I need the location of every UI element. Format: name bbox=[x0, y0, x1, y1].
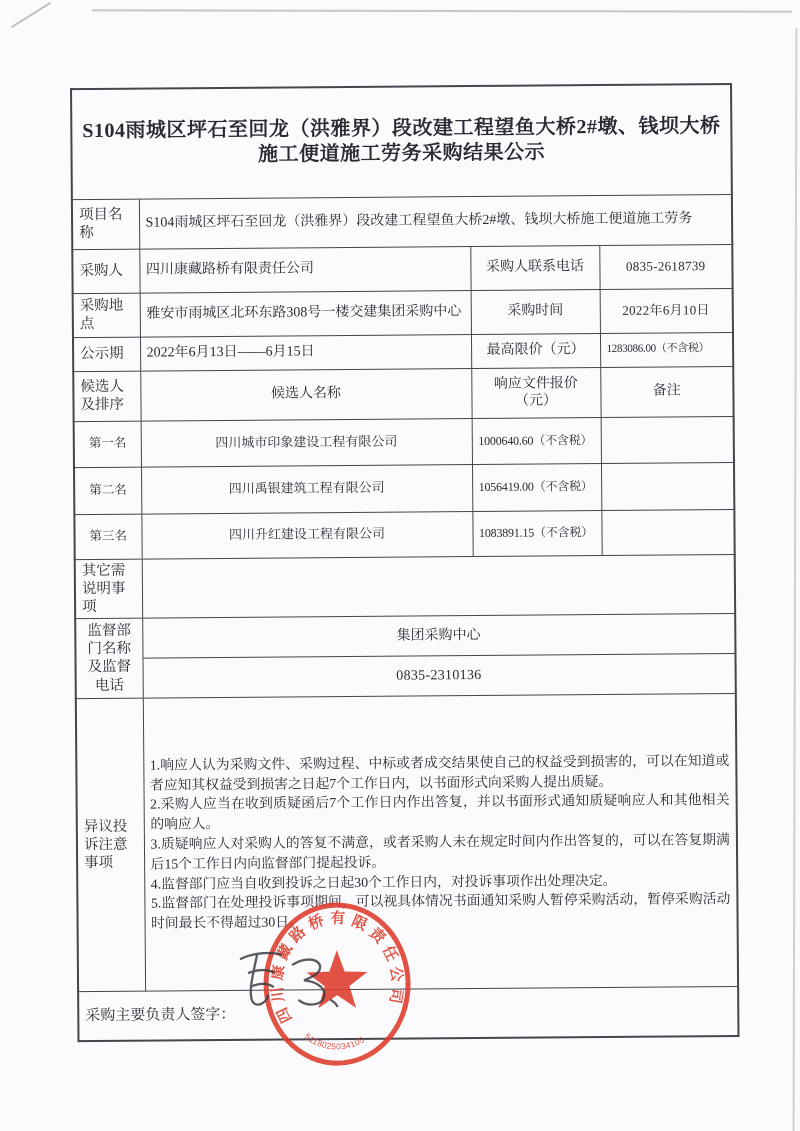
candidate-note bbox=[601, 509, 734, 555]
candidate-row-2 bbox=[74, 462, 734, 514]
publicity-period-label: 公示期 bbox=[73, 337, 140, 372]
candidate-rank: 第一名 bbox=[74, 421, 141, 468]
publicity-period-value: 2022年6月13日——6月15日 bbox=[140, 334, 471, 371]
objection-label: 异议投诉注意事项 bbox=[76, 698, 145, 992]
other-notes-label: 其它需说明事项 bbox=[75, 559, 142, 619]
candidate-row-1 bbox=[74, 416, 734, 467]
scan-edge-artifact-right bbox=[793, 28, 798, 1131]
objection-text bbox=[143, 693, 738, 991]
candidates-note-header: 备注 bbox=[600, 366, 733, 417]
objection-item-3: 3.质疑响应人对采购人的答复不满意，或者采购人未在规定时间内作出答复的，可以在答复期满后15个工作日内向监督部门提起投诉。 bbox=[150, 831, 731, 872]
objection-item-2: 2.采购人应当在收到质疑函后7个工作日内作出答复，并以书面形式通知质疑响应人和其他相关的响应人。 bbox=[150, 792, 730, 832]
purchaser-label: 采购人 bbox=[72, 249, 139, 294]
project-name-value: S104雨城区坪石至回龙（洪雅界）段改建工程望鱼大桥2#墩、钱坝大桥施工便道施工劳务 bbox=[139, 194, 732, 249]
location-value: 雅安市雨城区北环东路308号一楼交建集团采购中心 bbox=[140, 290, 471, 337]
candidate-name: 四川禹银建筑工程有限公司 bbox=[141, 464, 472, 514]
candidate-note bbox=[601, 462, 734, 510]
supervision-department: 集团采购中心 bbox=[142, 613, 735, 658]
candidate-name: 四川升红建设工程有限公司 bbox=[141, 511, 472, 559]
scan-edge-artifact-top bbox=[92, 9, 792, 12]
candidates-price-header: 响应文件报价（元） bbox=[471, 367, 600, 418]
candidates-rank-header: 候选人及排序 bbox=[73, 371, 140, 422]
candidate-rank: 第二名 bbox=[74, 467, 141, 515]
candidate-price: 1083891.15（不含税） bbox=[472, 510, 601, 556]
objection-item-4: 4.监督部门应当自收到投诉之日起30个工作日内，对投诉事项作出处理决定。 bbox=[150, 872, 617, 892]
purchaser-value: 四川康藏路桥有限责任公司 bbox=[139, 246, 470, 293]
objection-item-1: 1.响应人认为采购文件、采购过程、中标或者成交结果使自己的权益受到损害的，可以在知道或者应知其权益受到损害之日起7个工作日内，以书面形式向采购人提出质疑。 bbox=[149, 752, 730, 793]
candidate-price: 1056419.00（不含税） bbox=[472, 463, 601, 511]
seal-company-text: 四川康藏路桥有限责任公司 bbox=[268, 909, 406, 1026]
candidate-row-3 bbox=[74, 509, 734, 559]
procurement-result-table bbox=[70, 83, 739, 1043]
supervision-label: 监督部门名称及监督电话 bbox=[75, 618, 143, 699]
scan-edge-artifact-corner bbox=[11, 2, 51, 28]
document-title: S104雨城区坪石至回龙（洪雅界）段改建工程望鱼大桥2#墩、钱坝大桥施工便道施工劳务采购结果公示 bbox=[71, 84, 732, 199]
max-price-value: 1283086.00（不含税） bbox=[600, 332, 733, 367]
purchaser-phone-label: 采购人联系电话 bbox=[470, 245, 599, 290]
location-label: 采购地点 bbox=[73, 293, 140, 338]
candidate-rank: 第三名 bbox=[74, 514, 141, 560]
seal-serial-number: 5118025034105 bbox=[302, 1031, 367, 1052]
signature-line-label: 采购主要负责人签字： bbox=[78, 986, 738, 1041]
supervision-phone: 0835-2310136 bbox=[142, 653, 735, 698]
max-price-label: 最高限价（元） bbox=[471, 333, 600, 368]
purchase-time-value: 2022年6月10日 bbox=[600, 288, 733, 333]
document-sheet bbox=[70, 83, 737, 1052]
project-name-label: 项目名称 bbox=[72, 199, 139, 250]
other-notes-value bbox=[142, 554, 735, 618]
candidate-price: 1000640.60（不含税） bbox=[472, 417, 601, 464]
objection-item-5: 5.监督部门在处理投诉事项期间，可以视具体情况书面通知采购人暂停采购活动，暂停采购活动时间最长不得超过30日。 bbox=[150, 891, 731, 931]
purchaser-phone-value: 0835-2618739 bbox=[599, 244, 732, 289]
candidate-note bbox=[601, 416, 734, 463]
candidates-name-header: 候选人名称 bbox=[140, 368, 471, 421]
purchase-time-label: 采购时间 bbox=[471, 289, 600, 334]
candidate-name: 四川城市印象建设工程有限公司 bbox=[141, 418, 472, 467]
